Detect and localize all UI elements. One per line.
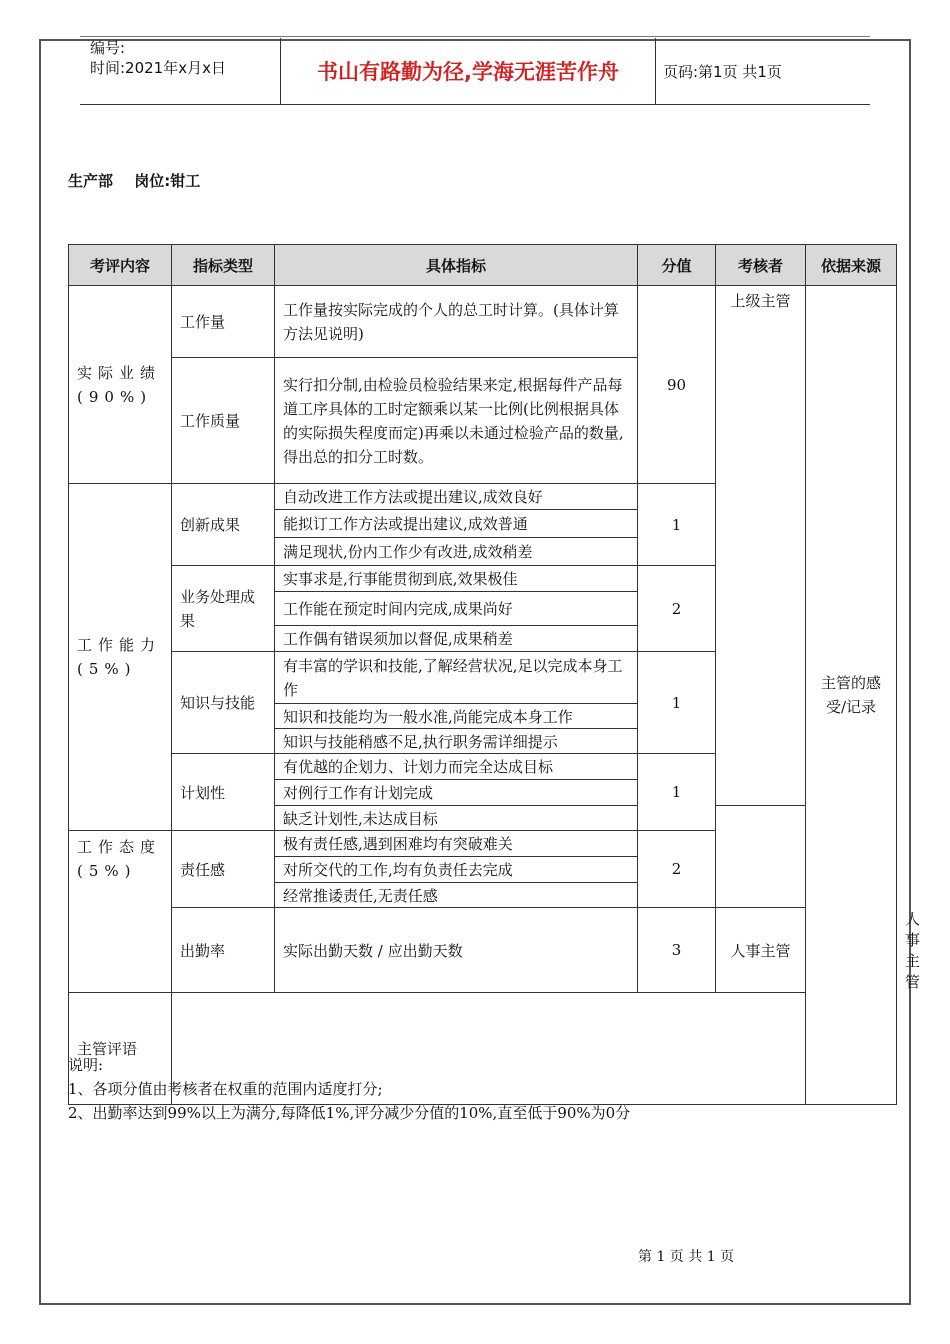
score-knowledge: 1	[638, 652, 716, 754]
indicator-responsibility-3: 经常推诿责任,无责任感	[275, 883, 638, 908]
date-label: 时间:2021年x月x日	[90, 59, 226, 77]
header-meta	[80, 38, 280, 104]
indicator-planning-3: 缺乏计划性,未达成目标	[275, 806, 638, 831]
top-rule	[80, 36, 870, 37]
indicator-business-1: 实事求是,行事能贯彻到底,效果极佳	[275, 566, 638, 592]
assessor-main: 上级主管	[716, 286, 806, 806]
indicator-planning-1: 有优越的企划力、计划力而完全达成目标	[275, 754, 638, 780]
assessor-attendance: 人事主管	[716, 908, 806, 993]
score-innovation: 1	[638, 484, 716, 566]
notes	[68, 1053, 630, 1125]
score-business: 2	[638, 566, 716, 652]
category-attitude: 工作态度(5%)	[69, 831, 172, 993]
category-ability: 工作能力(5%)	[69, 484, 172, 831]
header-indicator: 具体指标	[275, 245, 638, 286]
table-row: 出勤率 实际出勤天数 / 应出勤天数 3 人事主管 人事主管	[69, 908, 897, 993]
indicator-workload: 工作量按实际完成的个人的总工时计算。(具体计算方法见说明)	[275, 286, 638, 358]
indicator-innovation-3: 满足现状,份内工作少有改进,成效稍差	[275, 538, 638, 566]
type-workload: 工作量	[172, 286, 275, 358]
evaluation-table	[68, 244, 921, 1105]
score-performance: 90	[638, 286, 716, 484]
header-type: 指标类型	[172, 245, 275, 286]
indicator-knowledge-3: 知识与技能稍感不足,执行职务需详细提示	[275, 729, 638, 754]
header-category: 考评内容	[69, 245, 172, 286]
indicator-knowledge-2: 知识和技能均为一般水准,尚能完成本身工作	[275, 704, 638, 729]
position: 岗位:钳工	[134, 172, 201, 190]
department: 生产部	[68, 172, 114, 190]
table-row	[69, 831, 897, 857]
type-planning: 计划性	[172, 754, 275, 831]
header-rule	[80, 104, 870, 105]
comment-label: 主管评语	[69, 993, 172, 1105]
motto: 书山有路勤为径,学海无涯苦作舟	[280, 38, 656, 104]
type-innovation: 创新成果	[172, 484, 275, 566]
notes-title: 说明:	[68, 1056, 104, 1074]
type-attendance: 出勤率	[172, 908, 275, 993]
indicator-business-3: 工作偶有错误须加以督促,成果稍差	[275, 626, 638, 652]
indicator-planning-2: 对例行工作有计划完成	[275, 780, 638, 806]
indicator-knowledge-1: 有丰富的学识和技能,了解经营状况,足以完成本身工作	[275, 652, 638, 704]
score-responsibility: 2	[638, 831, 716, 908]
header-assessor: 考核者	[716, 245, 806, 286]
indicator-attendance: 实际出勤天数 / 应出勤天数	[275, 908, 638, 993]
type-responsibility: 责任感	[172, 831, 275, 908]
score-attendance: 3	[638, 908, 716, 993]
table-row	[69, 286, 897, 358]
type-business: 业务处理成果	[172, 566, 275, 652]
table-header-row	[69, 245, 897, 286]
category-performance: 实际业绩(90%)	[69, 286, 172, 484]
header-score: 分值	[638, 245, 716, 286]
indicator-responsibility-1: 极有责任感,遇到困难均有突破难关	[275, 831, 638, 857]
type-quality: 工作质量	[172, 358, 275, 484]
department-line	[68, 170, 216, 191]
indicator-responsibility-2: 对所交代的工作,均有负责任去完成	[275, 857, 638, 883]
indicator-innovation-2: 能拟订工作方法或提出建议,成效普通	[275, 510, 638, 538]
type-knowledge: 知识与技能	[172, 652, 275, 754]
page-info: 页码:第1页 共1页	[663, 62, 782, 81]
indicator-business-2: 工作能在预定时间内完成,成果尚好	[275, 592, 638, 626]
notes-line-1: 1、各项分值由考核者在权重的范围内适度打分;	[68, 1080, 383, 1098]
page-footer: 第 1 页 共 1 页	[638, 1249, 735, 1265]
header-source: 依据来源	[806, 245, 897, 286]
document-header	[80, 38, 870, 106]
score-planning: 1	[638, 754, 716, 831]
notes-line-2: 2、出勤率达到99%以上为满分,每降低1%,评分减少分值的10%,直至低于90%为0分	[68, 1104, 631, 1122]
indicator-innovation-1: 自动改进工作方法或提出建议,成效良好	[275, 484, 638, 510]
indicator-quality: 实行扣分制,由检验员检验结果来定,根据每件产品每道工序具体的工时定额乘以某一比例(比例根据具体的实际损失程度而定)再乘以未通过检验产品的数量,得出总的扣分工时数。	[275, 358, 638, 484]
source-main: 主管的感受/记录	[806, 286, 897, 1105]
number-label: 编号:	[90, 39, 126, 57]
